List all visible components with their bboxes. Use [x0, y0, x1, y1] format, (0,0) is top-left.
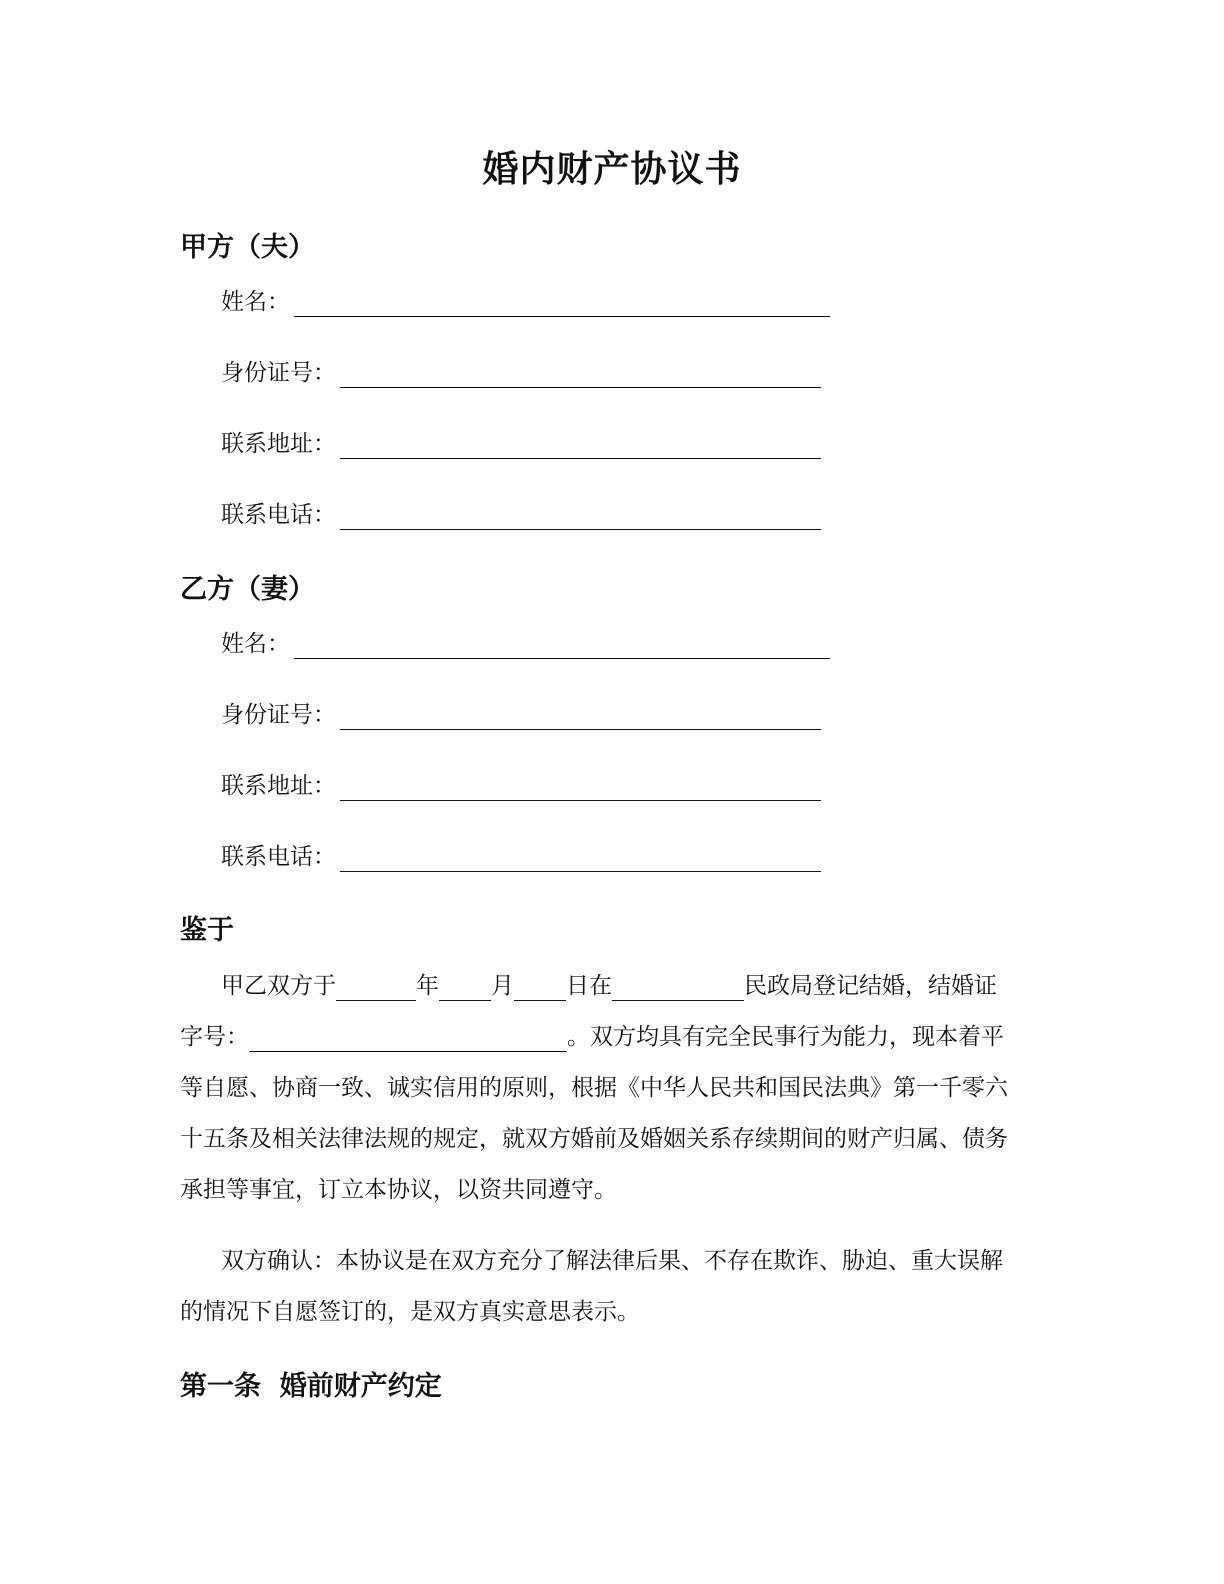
field-label: 身份证号：	[221, 360, 336, 386]
bureau-blank-line	[612, 976, 744, 1001]
party-b-heading: 乙方（妻）	[180, 574, 315, 605]
certificate-number-blank-line	[249, 1027, 567, 1052]
name-blank-line	[294, 634, 830, 659]
text-run: 字号：	[180, 1024, 249, 1050]
text-run: 民政局登记结婚，结婚证	[744, 973, 997, 999]
party-b-address-field	[221, 771, 821, 801]
party-b-phone-field	[221, 842, 821, 872]
article-1-heading: 第一条 婚前财产约定	[180, 1371, 442, 1402]
id-blank-line	[340, 363, 821, 388]
text-run: 甲乙双方于	[221, 973, 336, 999]
party-b-id-field	[221, 700, 821, 730]
party-a-id-field	[221, 358, 821, 388]
field-label: 联系电话：	[221, 844, 336, 870]
day-blank-line	[514, 976, 566, 1001]
address-blank-line	[340, 776, 821, 801]
field-label: 联系地址：	[221, 773, 336, 799]
year-blank-line	[336, 976, 416, 1001]
field-label: 身份证号：	[221, 702, 336, 728]
whereas-p1-line1	[221, 971, 997, 1001]
id-blank-line	[340, 705, 821, 730]
whereas-p1-line2	[180, 1022, 1004, 1052]
whereas-heading: 鉴于	[180, 915, 234, 946]
whereas-p1-line4: 十五条及相关法律法规的规定，就双方婚前及婚姻关系存续期间的财产归属、债务	[180, 1126, 1008, 1152]
address-blank-line	[340, 434, 821, 459]
document-title: 婚内财产协议书	[482, 149, 742, 190]
text-run: 年	[416, 973, 439, 999]
phone-blank-line	[340, 505, 821, 530]
text-run: 。双方均具有完全民事行为能力，现本着平	[567, 1024, 1004, 1050]
whereas-p2-line1: 双方确认：本协议是在双方充分了解法律后果、不存在欺诈、胁迫、重大误解	[221, 1248, 1003, 1274]
field-label: 联系电话：	[221, 502, 336, 528]
text-run: 月	[491, 973, 514, 999]
field-label: 姓名：	[221, 631, 290, 657]
text-run: 日在	[566, 973, 612, 999]
party-b-name-field	[221, 629, 830, 659]
whereas-p1-line3: 等自愿、协商一致、诚实信用的原则，根据《中华人民共和国民法典》第一千零六	[180, 1075, 1008, 1101]
party-a-phone-field	[221, 500, 821, 530]
phone-blank-line	[340, 847, 821, 872]
party-a-heading: 甲方（夫）	[180, 232, 315, 263]
party-a-address-field	[221, 429, 821, 459]
whereas-p1-line5: 承担等事宜，订立本协议，以资共同遵守。	[180, 1177, 617, 1203]
whereas-p2-line2: 的情况下自愿签订的，是双方真实意思表示。	[180, 1299, 640, 1325]
field-label: 姓名：	[221, 289, 290, 315]
month-blank-line	[439, 976, 491, 1001]
party-a-name-field	[221, 287, 830, 317]
name-blank-line	[294, 292, 830, 317]
field-label: 联系地址：	[221, 431, 336, 457]
